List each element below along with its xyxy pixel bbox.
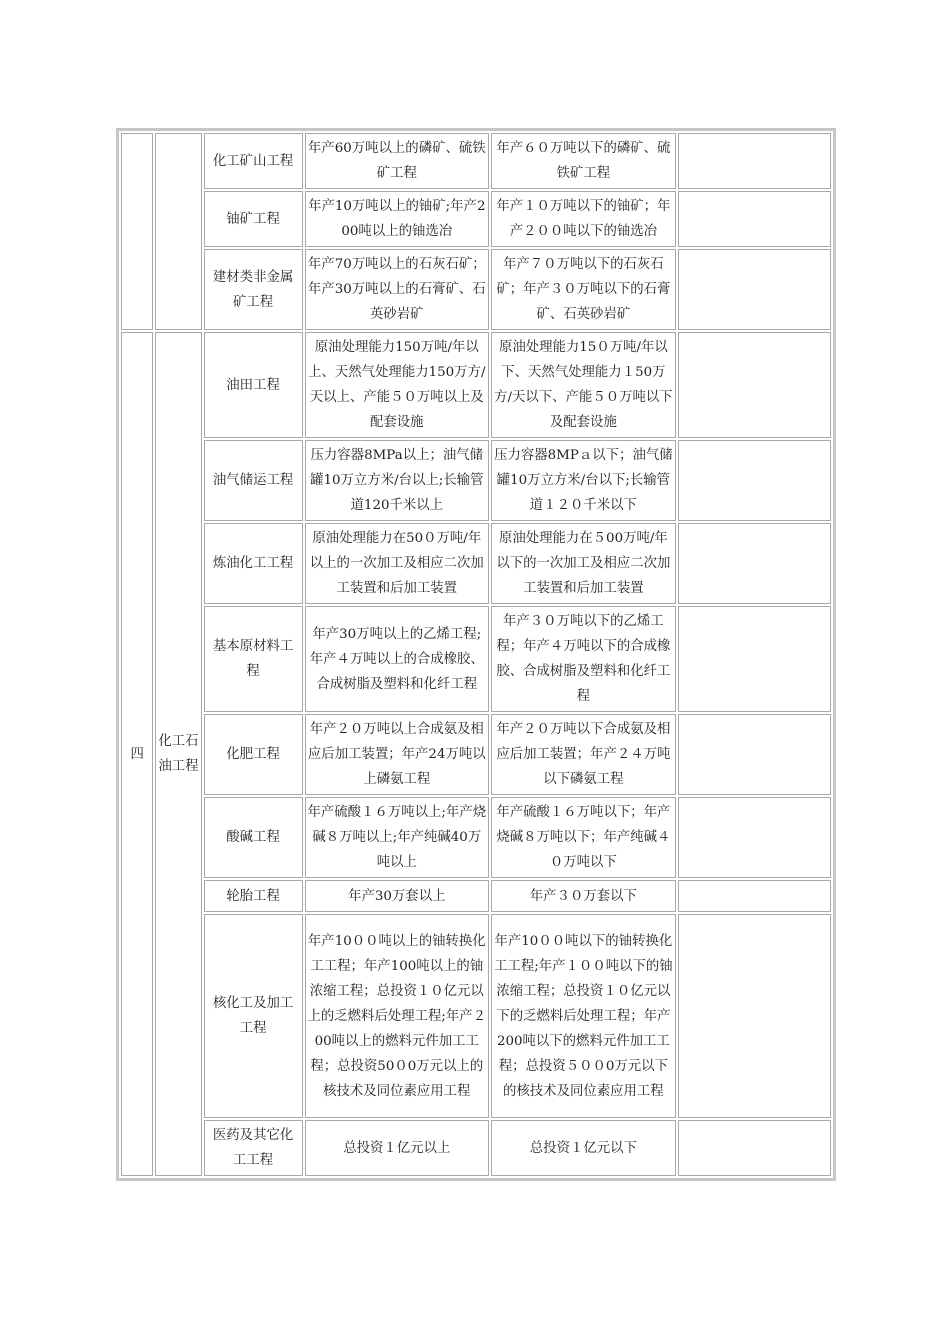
prev-section-number-cell (121, 133, 153, 330)
small-scale-cell: 年产３０万吨以下的乙烯工程；年产４万吨以下的合成橡胶、合成树脂及塑料和化纤工程 (491, 606, 676, 712)
note-cell (678, 797, 831, 878)
project-name-cell: 油田工程 (204, 332, 303, 438)
project-name-cell: 医药及其它化工工程 (204, 1120, 303, 1176)
table-row (121, 440, 831, 521)
large-scale-cell: 总投资１亿元以上 (305, 1120, 490, 1176)
prev-section-category-cell (155, 133, 201, 330)
large-scale-cell: 年产10万吨以上的铀矿;年产200吨以上的铀选冶 (305, 191, 490, 247)
large-scale-cell: 压力容器8MPa以上；油气储罐10万立方米/台以上;长输管道120千米以上 (305, 440, 490, 521)
small-scale-cell: 年产１０万吨以下的铀矿；年产２００吨以下的铀选冶 (491, 191, 676, 247)
project-name-cell: 建材类非金属矿工程 (204, 249, 303, 330)
small-scale-cell: 原油处理能力在５00万吨/年以下的一次加工及相应二次加工装置和后加工装置 (491, 523, 676, 604)
table-row (121, 523, 831, 604)
project-name-cell: 轮胎工程 (204, 880, 303, 912)
section-category-cell: 化工石油工程 (155, 332, 201, 1176)
note-cell (678, 249, 831, 330)
large-scale-cell: 年产10００吨以上的铀转换化工工程；年产100吨以上的铀浓缩工程；总投资１０亿元以上的乏燃料后处理工程;年产２00吨以上的燃料元件加工工程；总投资50０0万元以上的核技术及同位素应用工程 (305, 914, 490, 1118)
table-row (121, 606, 831, 712)
small-scale-cell: 年产７０万吨以下的石灰石矿；年产３０万吨以下的石膏矿、石英砂岩矿 (491, 249, 676, 330)
project-name-cell: 化工矿山工程 (204, 133, 303, 189)
table-row (121, 714, 831, 795)
note-cell (678, 440, 831, 521)
note-cell (678, 133, 831, 189)
large-scale-cell: 年产硫酸１６万吨以上;年产烧碱８万吨以上;年产纯碱40万吨以上 (305, 797, 490, 878)
large-scale-cell: 年产70万吨以上的石灰石矿；年产30万吨以上的石膏矿、石英砂岩矿 (305, 249, 490, 330)
table-row (121, 332, 831, 438)
section-number-cell: 四 (121, 332, 153, 1176)
table-row (121, 249, 831, 330)
small-scale-cell: 原油处理能力15０万吨/年以下、天然气处理能力１50万方/天以下、产能５０万吨以下及配套设施 (491, 332, 676, 438)
large-scale-cell: 年产２０万吨以上合成氨及相应后加工装置；年产24万吨以上磷氨工程 (305, 714, 490, 795)
table-frame (116, 128, 836, 1181)
table-row (121, 914, 831, 1118)
note-cell (678, 606, 831, 712)
project-scale-table (119, 131, 833, 1178)
table-row (121, 880, 831, 912)
note-cell (678, 714, 831, 795)
table-row (121, 1120, 831, 1176)
note-cell (678, 191, 831, 247)
project-name-cell: 酸碱工程 (204, 797, 303, 878)
small-scale-cell: 年产２０万吨以下合成氨及相应后加工装置；年产２４万吨以下磷氨工程 (491, 714, 676, 795)
project-name-cell: 基本原材料工程 (204, 606, 303, 712)
large-scale-cell: 原油处理能力150万吨/年以上、天然气处理能力150万方/天以上、产能５０万吨以上及配套设施 (305, 332, 490, 438)
note-cell (678, 523, 831, 604)
small-scale-cell: 年产３０万套以下 (491, 880, 676, 912)
table-row (121, 191, 831, 247)
small-scale-cell: 年产10００吨以下的铀转换化工工程;年产１００吨以下的铀浓缩工程；总投资１０亿元以下的乏燃料后处理工程；年产200吨以下的燃料元件加工工程；总投资５００0万元以下的核技术及同位素应用工程 (491, 914, 676, 1118)
note-cell (678, 332, 831, 438)
small-scale-cell: 总投资１亿元以下 (491, 1120, 676, 1176)
small-scale-cell: 年产６０万吨以下的磷矿、硫铁矿工程 (491, 133, 676, 189)
table-row (121, 133, 831, 189)
large-scale-cell: 年产60万吨以上的磷矿、硫铁矿工程 (305, 133, 490, 189)
project-name-cell: 油气储运工程 (204, 440, 303, 521)
large-scale-cell: 年产30万吨以上的乙烯工程;年产４万吨以上的合成橡胶、合成树脂及塑料和化纤工程 (305, 606, 490, 712)
project-name-cell: 炼油化工工程 (204, 523, 303, 604)
note-cell (678, 880, 831, 912)
project-name-cell: 核化工及加工工程 (204, 914, 303, 1118)
table-row (121, 797, 831, 878)
note-cell (678, 1120, 831, 1176)
project-name-cell: 铀矿工程 (204, 191, 303, 247)
note-cell (678, 914, 831, 1118)
small-scale-cell: 年产硫酸１６万吨以下；年产烧碱８万吨以下；年产纯碱４０万吨以下 (491, 797, 676, 878)
project-name-cell: 化肥工程 (204, 714, 303, 795)
large-scale-cell: 年产30万套以上 (305, 880, 490, 912)
small-scale-cell: 压力容器8MPａ以下；油气储罐10万立方米/台以下;长输管道１２０千米以下 (491, 440, 676, 521)
large-scale-cell: 原油处理能力在50０万吨/年以上的一次加工及相应二次加工装置和后加工装置 (305, 523, 490, 604)
